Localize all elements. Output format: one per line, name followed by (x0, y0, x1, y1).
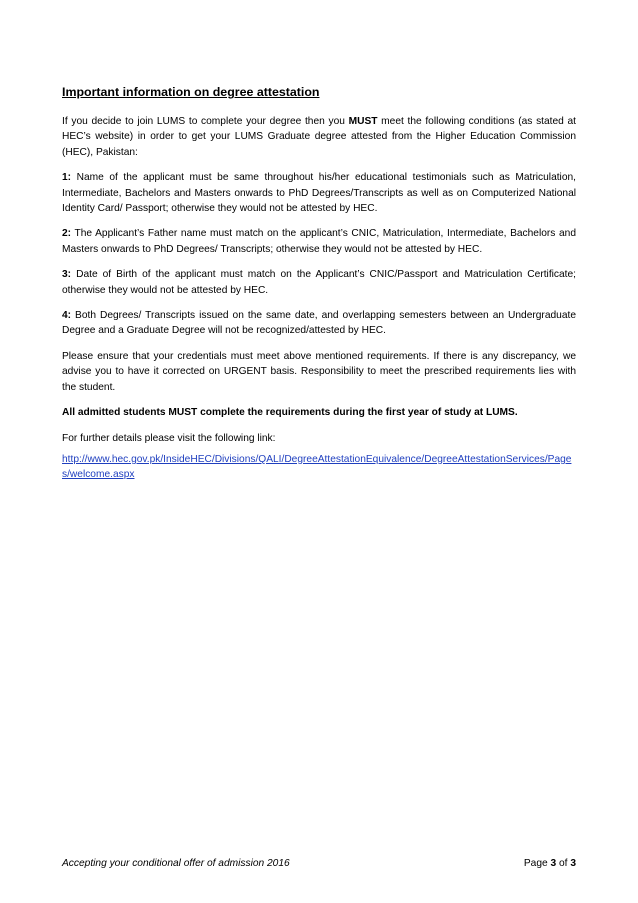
hec-attestation-link[interactable]: http://www.hec.gov.pk/InsideHEC/Divisions/QALI/DegreeAttestationEquivalence/DegreeAttestationServices/Pages/welcome.aspx (62, 453, 572, 481)
link-paragraph (62, 452, 576, 483)
footer-title: Accepting your conditional offer of admission 2016 (62, 858, 290, 869)
condition-text: Name of the applicant must be same throughout his/her educational testimonials such as Matriculation, Intermediate, Bachelors and Masters onwards to PhD Degrees/Transcripts as well as on Computerized National Identity Card/ Passport; otherwise they would not be attested by HEC. (62, 172, 576, 215)
page-number (524, 857, 576, 871)
condition-text: The Applicant’s Father name must match on the applicant’s CNIC, Matriculation, Intermediate, Bachelors and Masters onwards to PhD Degrees/ Transcripts; otherwise they would not be attested by HEC. (62, 228, 576, 255)
condition-4 (62, 308, 576, 339)
condition-number: 3: (62, 269, 72, 281)
intro-text-before: If you decide to join LUMS to complete your degree then you (62, 116, 349, 127)
condition-text: Both Degrees/ Transcripts issued on the same date, and overlapping semesters between an Undergraduate Degree and a Graduate Degree will not be recognized/attested by HEC. (62, 310, 576, 337)
ensure-paragraph: Please ensure that your credentials must meet above mentioned requirements. If there is any discrepancy, we advise you to have it corrected on URGENT basis. Responsibility to meet the prescribed requirements lies with the student. (62, 350, 576, 393)
condition-3 (62, 267, 576, 298)
intro-emphasis: MUST (348, 116, 378, 127)
page-total: 3 (570, 858, 576, 869)
condition-1 (62, 170, 576, 216)
condition-2 (62, 226, 576, 257)
document-body (62, 84, 576, 493)
condition-number: 4: (62, 310, 72, 322)
page-current: 3 (550, 858, 557, 869)
condition-number: 1: (62, 172, 72, 184)
intro-paragraph (62, 114, 576, 160)
page-of: of (556, 858, 571, 869)
condition-text: Date of Birth of the applicant must match on the Applicant’s CNIC/Passport and Matriculation Certificate; otherwise they would not be attested by HEC. (62, 269, 576, 296)
further-details-text: For further details please visit the following link: (62, 432, 276, 444)
condition-number: 2: (62, 228, 72, 240)
page-label: Page (523, 858, 551, 869)
page-title: Important information on degree attestation (62, 85, 320, 99)
intro-text-after: meet the following conditions (as stated at HEC’s website) in order to get your LUMS Graduate degree attested from the Higher Education Commission (HEC), Pakistan: (62, 116, 576, 158)
requirement-statement: All admitted students MUST complete the requirements during the first year of study at LUMS. (62, 407, 518, 419)
